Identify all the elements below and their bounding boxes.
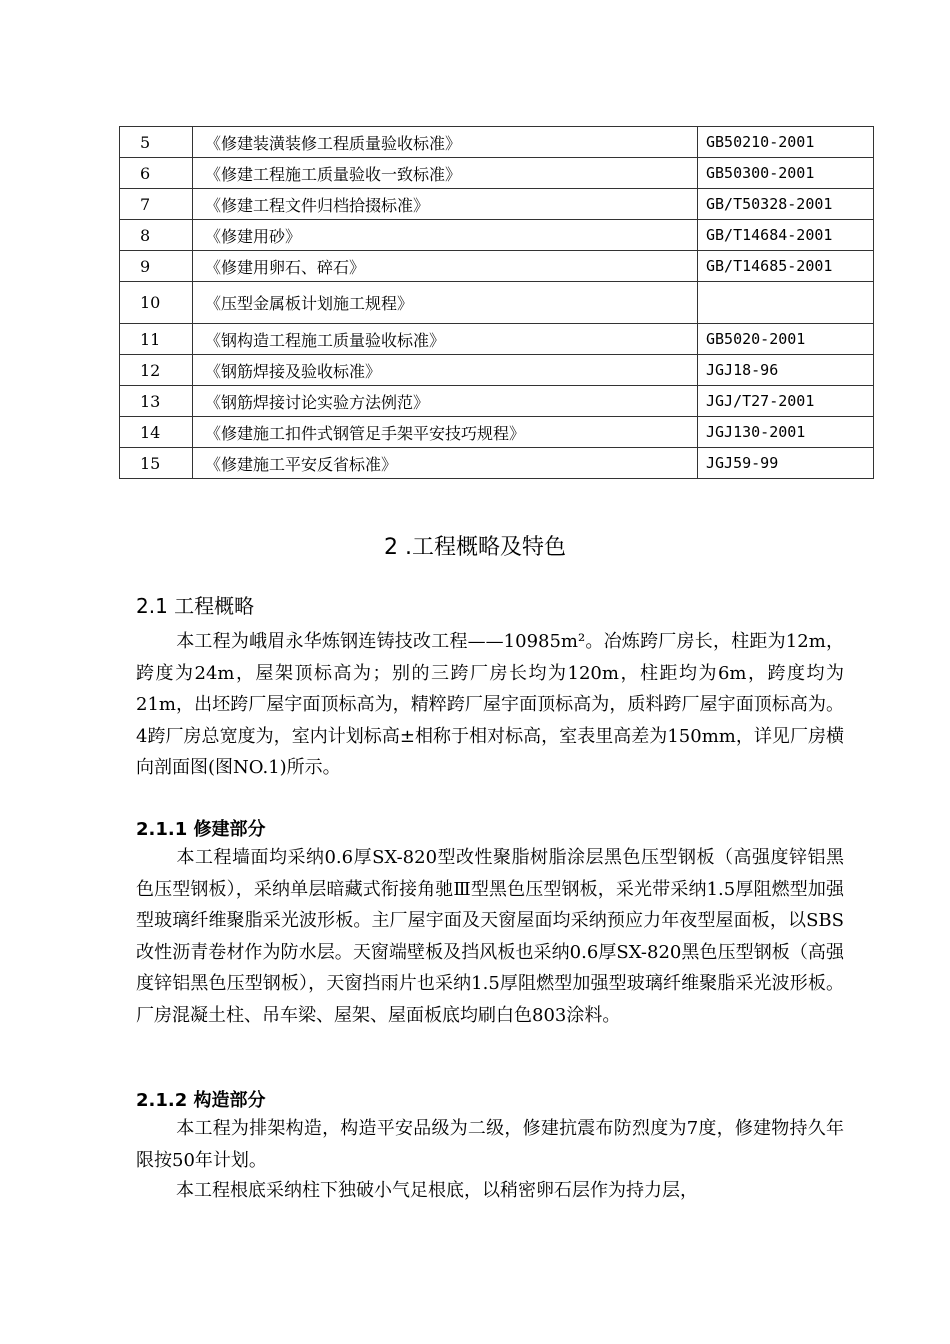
subsection-heading: 2.1 工程概略 <box>136 594 255 618</box>
row-number: 6 <box>120 158 193 189</box>
standard-code: JGJ59-99 <box>698 448 874 479</box>
standard-name: 《钢筋焊接及验收标准》 <box>193 355 698 386</box>
row-number: 14 <box>120 417 193 448</box>
standard-code: JGJ18-96 <box>698 355 874 386</box>
standards-table <box>119 126 874 479</box>
row-number: 10 <box>120 282 193 324</box>
standard-name: 《修建用砂》 <box>193 220 698 251</box>
table-row <box>120 189 874 220</box>
table-row <box>120 158 874 189</box>
table-row <box>120 251 874 282</box>
standard-code: JGJ/T27-2001 <box>698 386 874 417</box>
structure-heading: 2.1.2 构造部分 <box>136 1090 266 1111</box>
row-number: 7 <box>120 189 193 220</box>
standard-name: 《钢构造工程施工质量验收标准》 <box>193 324 698 355</box>
standard-code: GB50300-2001 <box>698 158 874 189</box>
standard-code: GB5020-2001 <box>698 324 874 355</box>
architecture-heading: 2.1.1 修建部分 <box>136 819 266 840</box>
standards-table-body <box>120 127 874 479</box>
standard-code <box>698 282 874 324</box>
standard-name: 《修建施工扣件式钢管足手架平安技巧规程》 <box>193 417 698 448</box>
structure-paragraph-1 <box>136 1113 844 1176</box>
standard-name: 《修建工程文件归档拾掇标准》 <box>193 189 698 220</box>
architecture-paragraph <box>136 842 844 1031</box>
standard-code: GB/T50328-2001 <box>698 189 874 220</box>
table-row <box>120 127 874 158</box>
structure-text-2: 本工程根底采纳柱下独破小气足根底，以稍密卵石层作为持力层， <box>176 1180 698 1201</box>
row-number: 12 <box>120 355 193 386</box>
standard-name: 《修建施工平安反省标准》 <box>193 448 698 479</box>
row-number: 13 <box>120 386 193 417</box>
standard-code: JGJ130-2001 <box>698 417 874 448</box>
standard-name: 《压型金属板计划施工规程》 <box>193 282 698 324</box>
standard-name: 《钢筋焊接讨论实验方法例范》 <box>193 386 698 417</box>
row-number: 5 <box>120 127 193 158</box>
standard-name: 《修建用卵石、碎石》 <box>193 251 698 282</box>
standard-name: 《修建工程施工质量验收一致标准》 <box>193 158 698 189</box>
standard-name: 《修建装潢装修工程质量验收标准》 <box>193 127 698 158</box>
overview-paragraph <box>136 626 844 784</box>
table-row <box>120 448 874 479</box>
row-number: 8 <box>120 220 193 251</box>
standard-code: GB/T14685-2001 <box>698 251 874 282</box>
row-number: 11 <box>120 324 193 355</box>
row-number: 9 <box>120 251 193 282</box>
table-row <box>120 386 874 417</box>
structure-paragraph-2 <box>136 1175 844 1207</box>
table-row <box>120 282 874 324</box>
standard-code: GB50210-2001 <box>698 127 874 158</box>
standard-code: GB/T14684-2001 <box>698 220 874 251</box>
table-row <box>120 355 874 386</box>
table-row <box>120 417 874 448</box>
architecture-text: 本工程墙面均采纳0.6厚SX-820型改性聚脂树脂涂层黑色压型钢板（高强度锌铝黑色压型钢板），采纳单层暗藏式衔接角驰Ⅲ型黑色压型钢板，采光带采纳1.5厚阻燃型加强型玻璃纤维聚脂采光波形板。主厂屋宇面及天窗屋面均采纳预应力年夜型屋面板，以SBS改性沥青卷材作为防水层。天窗端壁板及挡风板也采纳0.6厚SX-820黑色压型钢板（高强度锌铝黑色压型钢板），天窗挡雨片也采纳1.5厚阻燃型加强型玻璃纤维聚脂采光波形板。厂房混凝土柱、吊车梁、屋架、屋面板底均刷白色803涂料。 <box>136 847 844 1026</box>
structure-text-1: 本工程为排架构造，构造平安品级为二级，修建抗震布防烈度为7度，修建物持久年限按50年计划。 <box>136 1118 844 1171</box>
section-heading: 2 .工程概略及特色 <box>384 535 566 560</box>
table-row <box>120 324 874 355</box>
table-row <box>120 220 874 251</box>
row-number: 15 <box>120 448 193 479</box>
overview-text: 本工程为峨眉永华炼钢连铸技改工程——10985m²。冶炼跨厂房长，柱距为12m，跨度为24m，屋架顶标高为；别的三跨厂房长均为120m，柱距均为6m，跨度均为21m，出坯跨厂屋宇面顶标高为，精粹跨厂屋宇面顶标高为，质料跨厂屋宇面顶标高为。4跨厂房总宽度为，室内计划标高±相称于相对标高，室表里高差为150mm，详见厂房横向剖面图(图NO.1)所示。 <box>136 631 844 778</box>
